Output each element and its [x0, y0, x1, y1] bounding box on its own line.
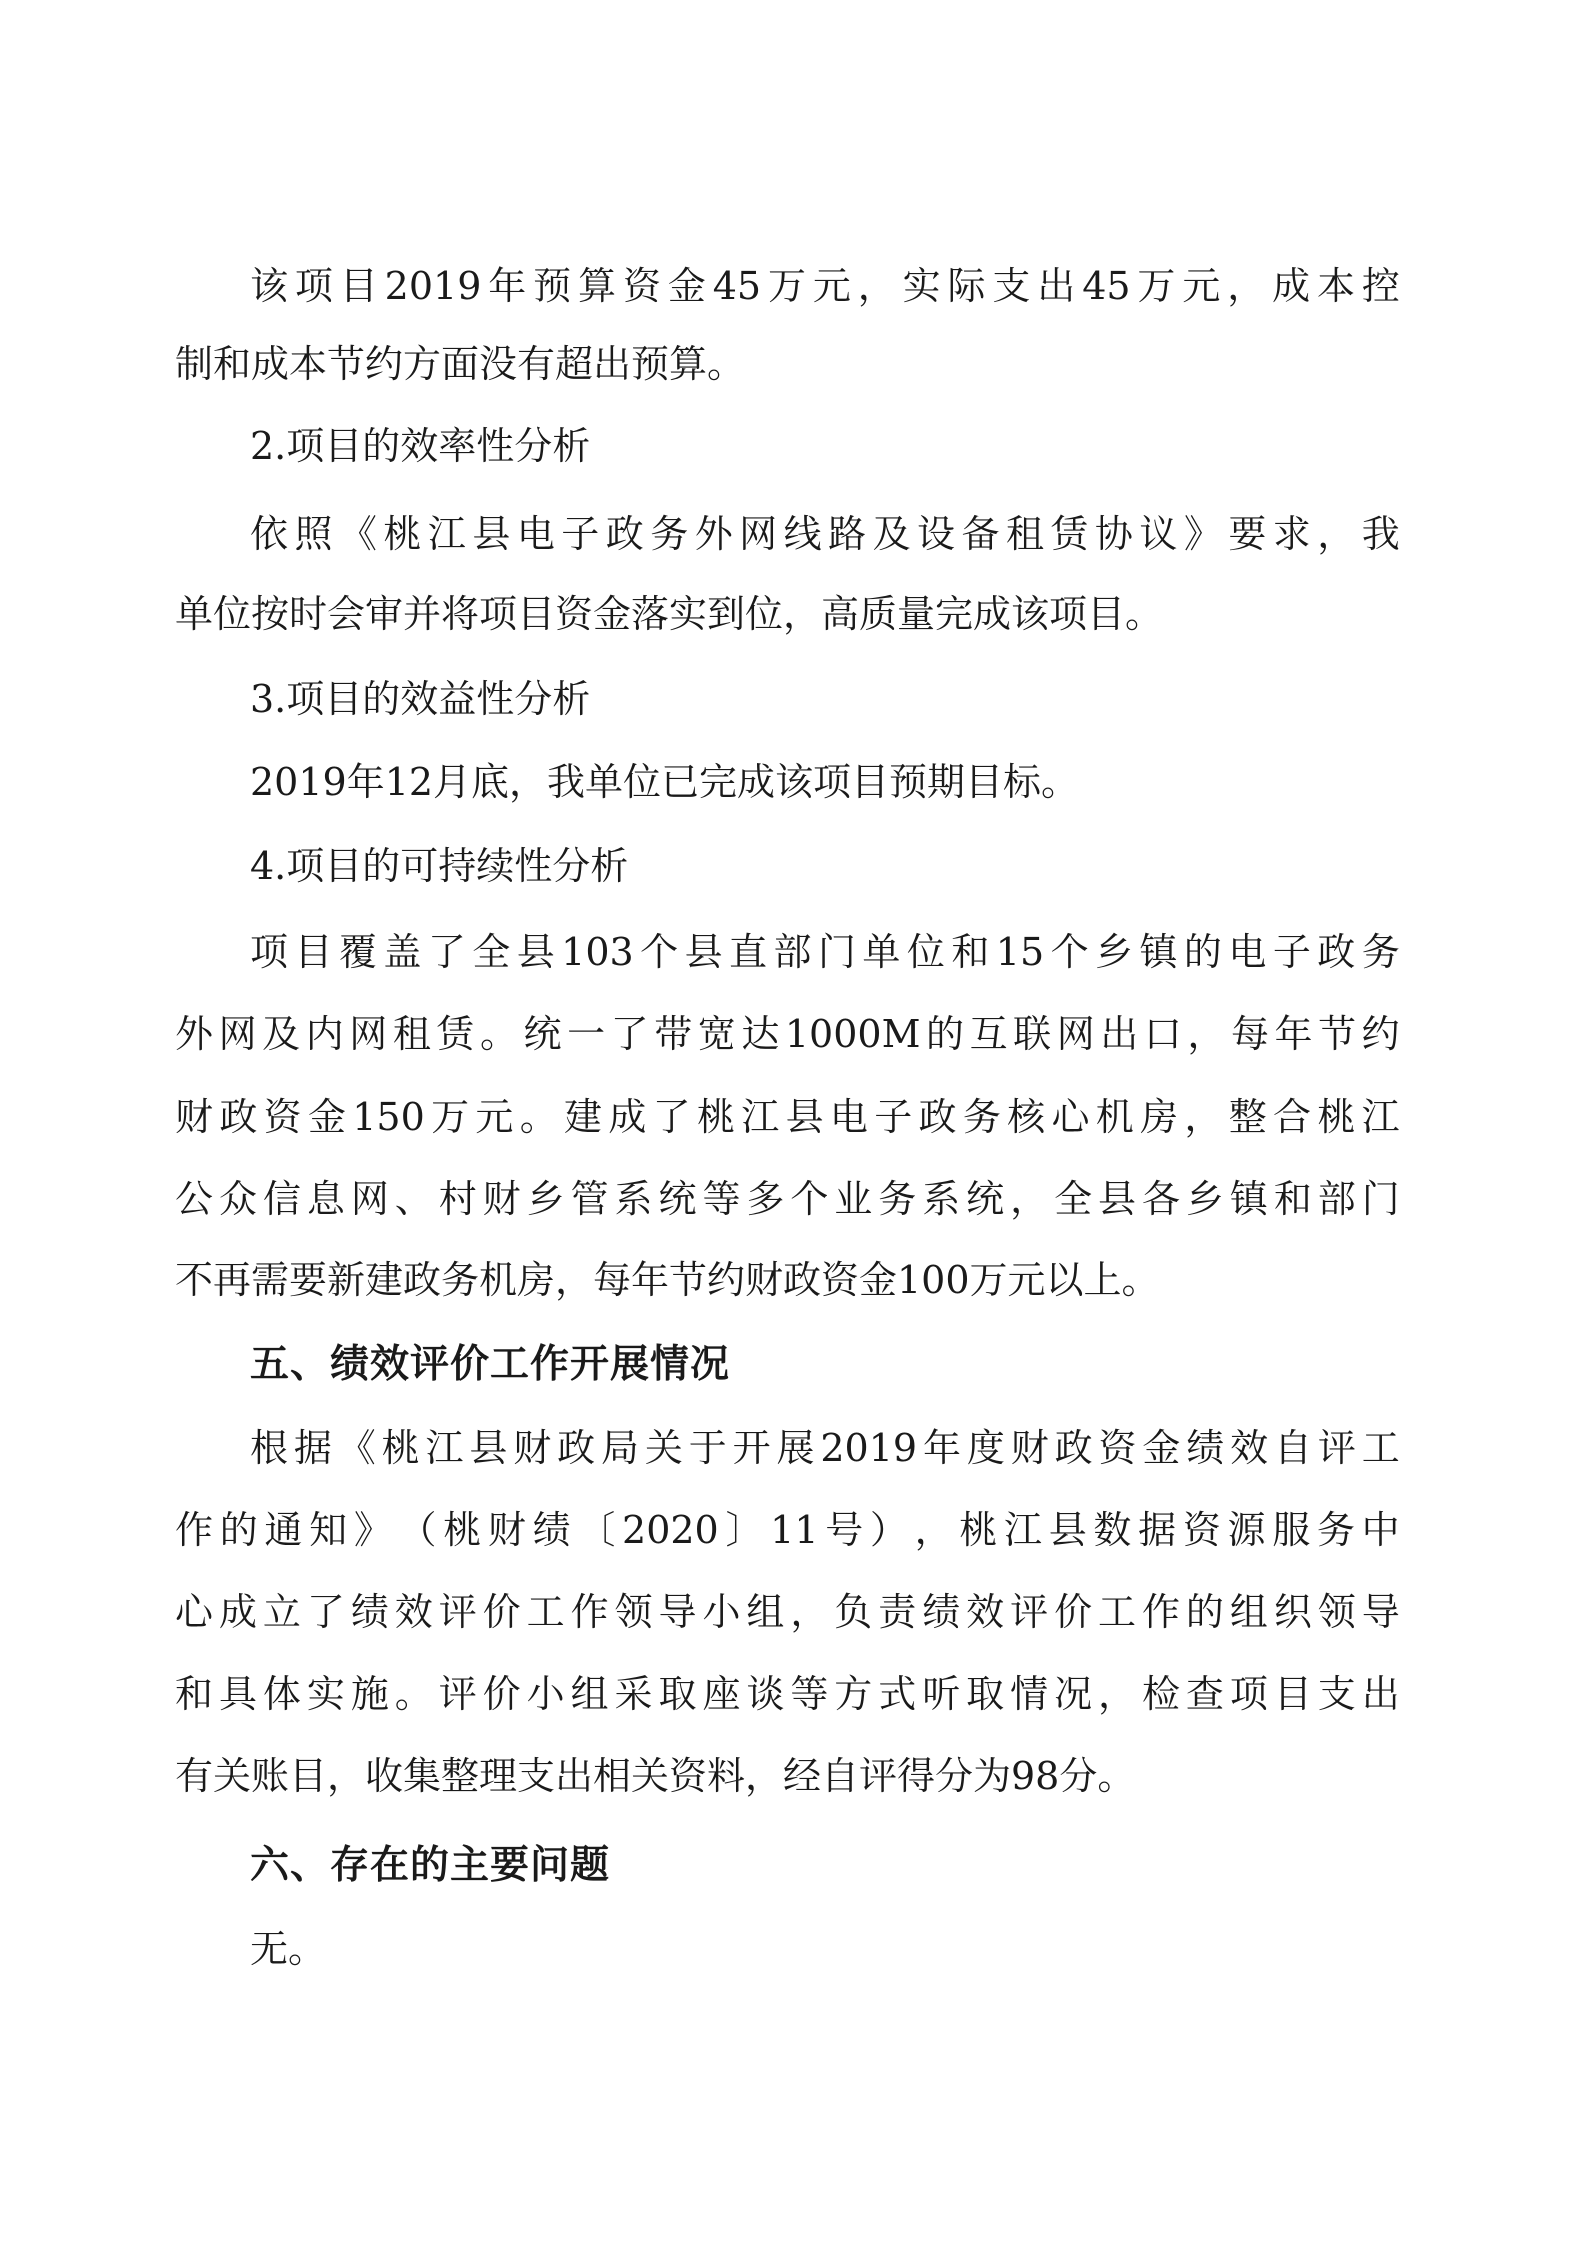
paragraph-line: 外 网 及 内 网 租 赁 。 统 一 了 带 宽 达 1000M 的 互 联 网 出 口 ， 每 年 节 约: [175, 1012, 1400, 1056]
section-heading: 六、存在的主要问题: [250, 1843, 611, 1888]
section-heading: 五、绩效评价工作开展情况: [250, 1342, 731, 1387]
paragraph-line: 财 政 资 金 150 万 元 。 建 成 了 桃 江 县 电 子 政 务 核 心 机 房 ， 整 合 桃 江: [175, 1095, 1400, 1139]
paragraph-line: 该 项 目 2019 年 预 算 资 金 45 万 元 ， 实 际 支 出 45 万 元 ， 成 本 控: [250, 264, 1400, 308]
paragraph-line: 依 照 《 桃 江 县 电 子 政 务 外 网 线 路 及 设 备 租 赁 协 议 》 要 求 ， 我: [250, 512, 1400, 556]
subheading-line: 3.项目的效益性分析: [250, 677, 591, 721]
paragraph-line: 项 目 覆 盖 了 全 县 103 个 县 直 部 门 单 位 和 15 个 乡 镇 的 电 子 政 务: [250, 930, 1400, 974]
paragraph-line: 和 具 体 实 施 。 评 价 小 组 采 取 座 谈 等 方 式 听 取 情 况 ， 检 查 项 目 支 出: [175, 1672, 1400, 1716]
paragraph-line: 制和成本节约方面没有超出预算。: [175, 342, 746, 386]
subheading-line: 2.项目的效率性分析: [250, 424, 591, 468]
subheading-line: 4.项目的可持续性分析: [250, 844, 629, 888]
paragraph-line: 无。: [250, 1927, 327, 1971]
paragraph-line: 单位按时会审并将项目资金落实到位，高质量完成该项目。: [175, 592, 1164, 636]
paragraph-line: 根 据 《 桃 江 县 财 政 局 关 于 开 展 2019 年 度 财 政 资 金 绩 效 自 评 工: [250, 1426, 1400, 1470]
paragraph-line: 作 的 通 知 》 （ 桃 财 绩 〔 2020 〕 11 号 ） ， 桃 江 县 数 据 资 源 服 务 中: [175, 1508, 1400, 1552]
paragraph-line: 不再需要新建政务机房，每年节约财政资金100万元以上。: [175, 1258, 1160, 1302]
paragraph-line: 心 成 立 了 绩 效 评 价 工 作 领 导 小 组 ， 负 责 绩 效 评 价 工 作 的 组 织 领 导: [175, 1590, 1400, 1634]
paragraph-line: 公 众 信 息 网 、 村 财 乡 管 系 统 等 多 个 业 务 系 统 ， 全 县 各 乡 镇 和 部 门: [175, 1177, 1400, 1221]
paragraph-line: 2019年12月底，我单位已完成该项目预期目标。: [250, 760, 1080, 804]
paragraph-line: 有关账目，收集整理支出相关资料，经自评得分为98分。: [175, 1754, 1136, 1798]
